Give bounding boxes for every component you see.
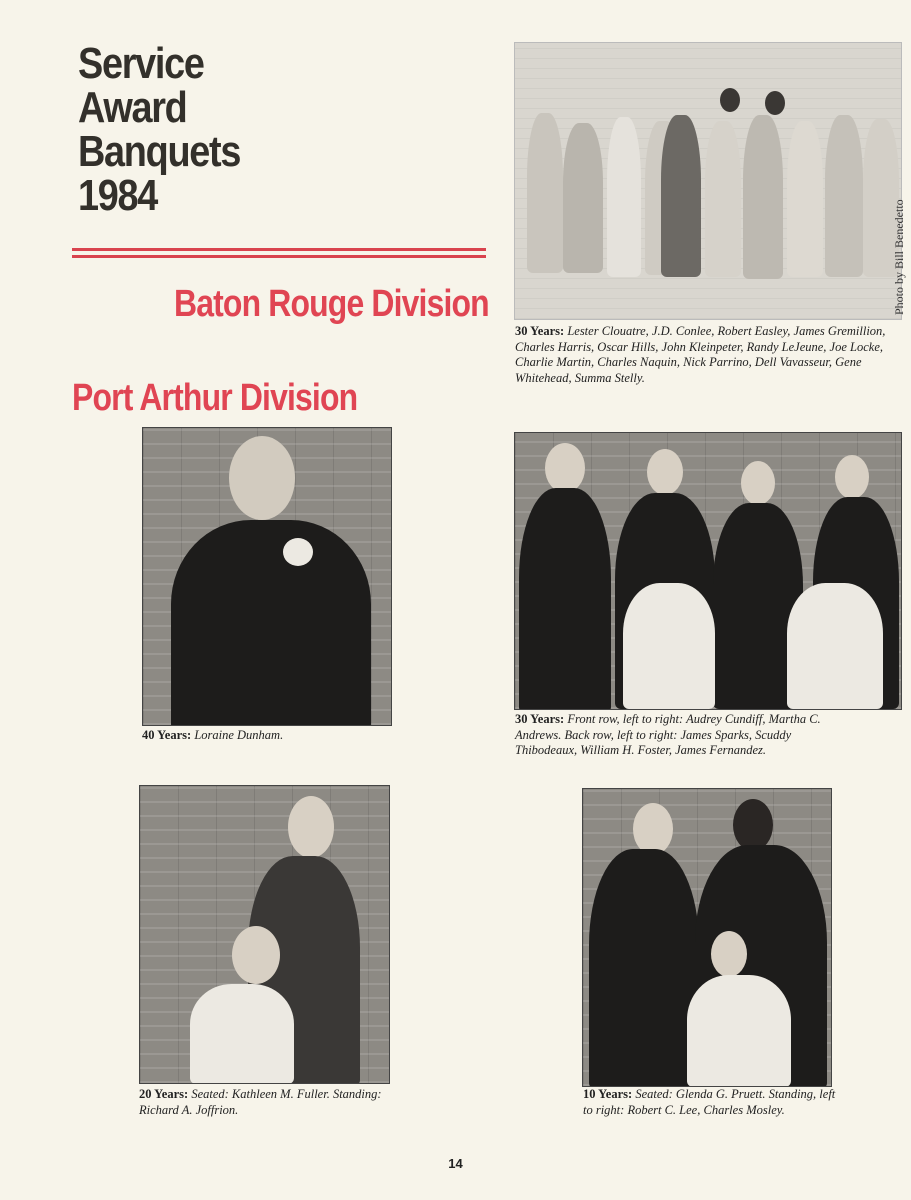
page-number: 14 (448, 1156, 463, 1171)
caption-text: Lester Clouatre, J.D. Conlee, Robert Easley, James Gremillion, Charles Harris, Oscar Hills, John Kleinpeter, Randy LeJeune, Joe Locke, Charlie Martin, Charles Naquin, Nick Parrino, Dell Vavasseur, Gene Whitehead, Summa Stelly. (515, 324, 886, 385)
baton-rouge-heading: Baton Rouge Division (174, 283, 489, 325)
caption-port-arthur-20-years (139, 1087, 399, 1118)
red-rule (72, 255, 486, 258)
port-arthur-40-years-photo (142, 427, 392, 726)
caption-text: Seated: Kathleen M. Fuller. Standing: Richard A. Joffrion. (139, 1087, 382, 1117)
caption-text: Loraine Dunham. (194, 728, 284, 742)
port-arthur-10-years-photo (582, 788, 832, 1087)
headline-line: Award (78, 83, 187, 132)
caption-text: Seated: Glenda G. Pruett. Standing, left to right: Robert C. Lee, Charles Mosley. (583, 1087, 836, 1117)
port-arthur-20-years-photo (139, 785, 390, 1084)
caption-label: 40 Years: (142, 728, 192, 742)
port-arthur-30-years-photo (514, 432, 902, 710)
red-rule (72, 248, 486, 251)
caption-baton-rouge-30-years (515, 324, 905, 386)
photo-credit: Photo by Bill Benedetto (892, 199, 906, 315)
headline-rules (72, 248, 486, 262)
baton-rouge-group-photo (514, 42, 902, 320)
caption-label: 30 Years: (515, 712, 565, 726)
caption-port-arthur-30-years (515, 712, 855, 759)
headline-line: 1984 (78, 171, 158, 220)
caption-text: Front row, left to right: Audrey Cundiff, Martha C. Andrews. Back row, left to right: James Sparks, Scuddy Thibodeaux, William H. Foster, James Fernandez. (515, 712, 821, 757)
headline-line: Service (78, 39, 204, 88)
page-headline (78, 39, 353, 220)
caption-label: 20 Years: (139, 1087, 189, 1101)
port-arthur-heading: Port Arthur Division (72, 377, 358, 419)
caption-label: 30 Years: (515, 324, 565, 338)
caption-label: 10 Years: (583, 1087, 633, 1101)
headline-line: Banquets (78, 127, 241, 176)
caption-port-arthur-10-years (583, 1087, 843, 1118)
caption-port-arthur-40-years (142, 728, 402, 744)
